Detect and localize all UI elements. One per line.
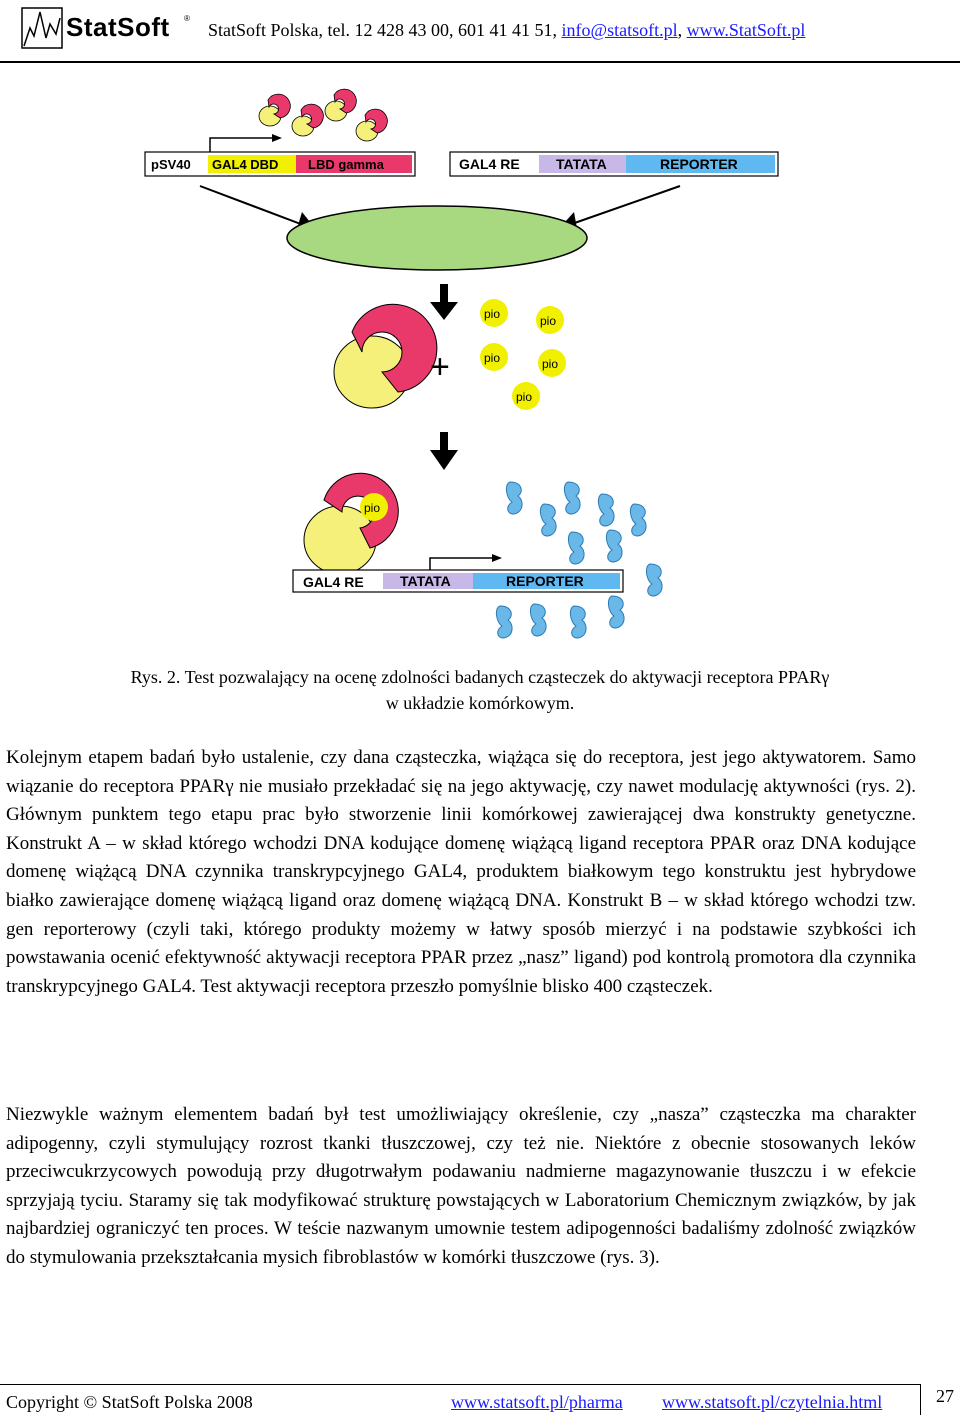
construct-a-psv40: pSV40 (151, 157, 191, 172)
protein-icon (598, 494, 614, 526)
down-arrow-1 (430, 284, 458, 320)
reporter-tatata: TATATA (400, 573, 451, 589)
protein-icon (506, 482, 522, 514)
reporter-reporter: REPORTER (506, 573, 584, 589)
receptor-complex-icon (325, 89, 356, 121)
header-phone-text: StatSoft Polska, tel. 12 428 43 00, 601 41 41 51, (208, 20, 562, 40)
reporter-gal4re: GAL4 RE (303, 574, 364, 590)
receptor-bound-icon (304, 473, 398, 574)
protein-icon (570, 606, 586, 638)
footer-copyright: Copyright © StatSoft Polska 2008 (6, 1392, 253, 1412)
figure-caption (0, 664, 960, 716)
receptor-complex-icon (259, 94, 290, 126)
ligand-cluster (480, 299, 566, 410)
caption-line-1: Rys. 2. Test pozwalający na ocenę zdolności badanych cząsteczek do aktywacji receptora PPARγ (130, 667, 830, 687)
footer-divider (0, 1384, 920, 1385)
ligand-pio-bound: pio (364, 501, 381, 515)
protein-icon (646, 564, 662, 596)
construct-b-gal4re: GAL4 RE (459, 156, 520, 172)
reporter-proteins (496, 482, 662, 638)
caption-line-2: w układzie komórkowym. (385, 693, 575, 713)
plus-sign: + (430, 348, 450, 386)
ligand-pio (536, 306, 564, 334)
header-contact-info (208, 20, 805, 41)
receptor-cluster-top (259, 89, 387, 141)
figure-ppar-assay (0, 70, 960, 660)
construct-a (145, 134, 415, 176)
protein-icon (568, 532, 584, 564)
protein-icon (608, 596, 624, 628)
protein-icon (496, 606, 512, 638)
cell-dish (287, 206, 587, 270)
ligand-pio (480, 299, 508, 327)
footer-link-pharma[interactable]: www.statsoft.pl/pharma (451, 1392, 623, 1412)
construct-b (450, 152, 778, 176)
svg-text:pio: pio (542, 357, 559, 371)
header-email-link[interactable]: info@statsoft.pl (561, 20, 678, 40)
protein-icon (630, 504, 646, 536)
protein-icon (606, 530, 622, 562)
page-number: 27 (936, 1386, 954, 1406)
receptor-large-icon (334, 304, 437, 408)
construct-a-lbd: LBD gamma (308, 157, 384, 172)
construct-b-tatata: TATATA (556, 156, 607, 172)
header-separator: , (677, 20, 687, 40)
logo-registered-mark: ® (184, 14, 190, 23)
ligand-pio (512, 382, 540, 410)
svg-text:pio: pio (516, 390, 533, 404)
footer-vertical-divider (920, 1384, 921, 1415)
ligand-pio (538, 349, 566, 377)
construct-b-reporter: REPORTER (660, 156, 738, 172)
down-arrow-2 (430, 432, 458, 470)
paragraph-1: Kolejnym etapem badań było ustalenie, czy dana cząsteczka, wiążąca się do receptora, jest jego aktywatorem. Samo wiązanie do receptora PPARγ nie musiało przekładać się na jego aktywację, czy nawet modulację aktywności (rys. 2). Głównym punktem tego etapu prac było stworzenie linii komórkowej zawierającej dwa konstrukty genetyczne. Konstrukt A – w skład którego wchodzi DNA kodujące domenę wiążącą ligand receptora PPAR oraz DNA kodujące domenę wiążącą DNA czynnika transkrypcyjnego GAL4, produktem białkowym tego konstruktu jest hybrydowe białko zawierające domenę wiążącą ligand oraz domenę wiążącą DNA. Konstrukt B – w skład którego wchodzi tzw. gen reporterowy (czyli taki, którego produkty możemy w łatwy sposób mierzyć i na podstawie szybkości ich powstawania ocenić efektywność aktywacji receptora PPAR przez „nasz” ligand) pod kontrolą promotora dla czynnika transkrypcyjnego GAL4. Test aktywacji receptora przeszło pomyślnie blisko 400 cząsteczek. (6, 747, 916, 997)
header-divider (0, 61, 960, 63)
protein-icon (530, 604, 546, 636)
page-header (0, 0, 960, 64)
receptor-complex-icon (292, 104, 323, 136)
construct-a-gal4dbd: GAL4 DBD (212, 157, 279, 172)
svg-text:pio: pio (540, 314, 557, 328)
svg-text:pio: pio (484, 307, 501, 321)
protein-icon (564, 482, 580, 514)
ligand-pio (480, 343, 508, 371)
header-website-link[interactable]: www.StatSoft.pl (686, 20, 806, 40)
receptor-complex-icon (356, 109, 387, 141)
protein-icon (540, 504, 556, 536)
paragraph-2: Niezwykle ważnym elementem badań był test umożliwiający określenie, czy „nasza” cząsteczka ma charakter adipogenny, czyli stymulujący rozrost tkanki tłuszczowej, czy też nie. Niektóre z obecnie stosowanych leków przeciwcukrzycowych powodują przy długotrwałym podawaniu nadmierne magazynowanie tłuszczu i w efekcie sprzyjają tyciu. Staramy się tak modyfikować strukturę powstających w Laboratorium Chemicznym związków, by jak najbardziej ograniczyć ten proces. W teście nazwanym umownie testem adipogenności badaliśmy zdolność związków do stymulowania przekształcania mysich fibroblastów w komórki tłuszczowe (rys. 3). (6, 1104, 916, 1268)
svg-text:pio: pio (484, 351, 501, 365)
logo-text: StatSoft (66, 12, 170, 42)
footer-link-czytelnia[interactable]: www.statsoft.pl/czytelnia.html (662, 1392, 883, 1412)
